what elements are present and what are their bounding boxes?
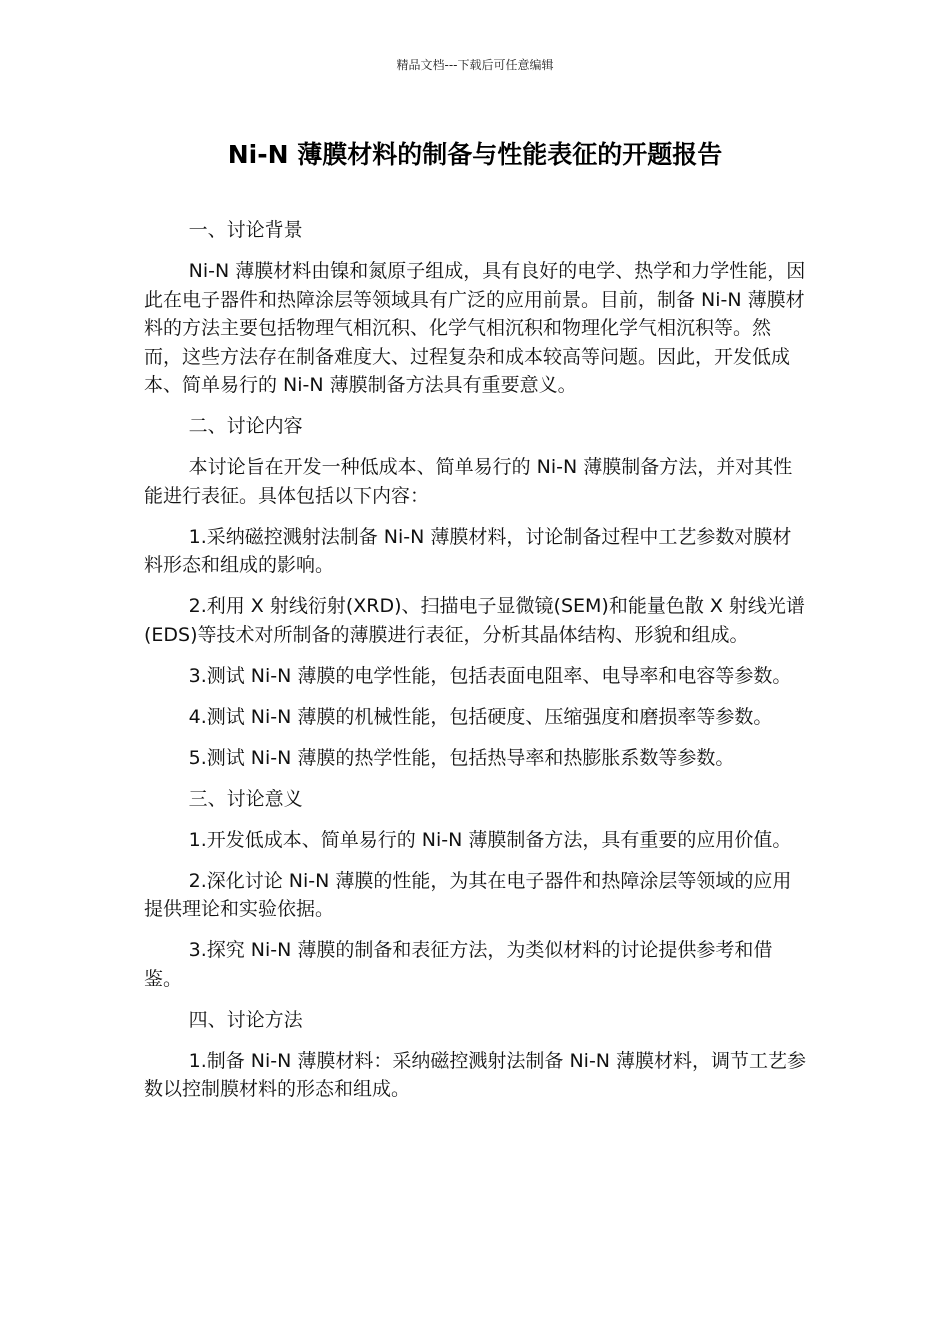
paragraph-content-item-3: 3.测试 Ni-N 薄膜的电学性能，包括表面电阻率、电导率和电容等参数。 — [188, 664, 792, 687]
paragraph-content-item-1: 1.采纳磁控溅射法制备 Ni-N 薄膜材料，讨论制备过程中工艺参数对膜材料形态和组成的影响。 — [144, 525, 792, 576]
section-heading-methods: 四、讨论方法 — [188, 1008, 303, 1031]
section-heading-significance: 三、讨论意义 — [188, 787, 303, 810]
paragraph-methods-item-1: 1.制备 Ni-N 薄膜材料：采纳磁控溅射法制备 Ni-N 薄膜材料，调节工艺参数以控制膜材料的形态和组成。 — [144, 1049, 807, 1100]
page-header-note: 精品文档---下载后可任意编辑 — [396, 58, 554, 72]
paragraph-content-item-4: 4.测试 Ni-N 薄膜的机械性能，包括硬度、压缩强度和磨损率等参数。 — [188, 705, 773, 728]
paragraph-content-item-5: 5.测试 Ni-N 薄膜的热学性能，包括热导率和热膨胀系数等参数。 — [188, 746, 735, 769]
paragraph-background: Ni-N 薄膜材料由镍和氮原子组成，具有良好的电学、热学和力学性能，因此在电子器件和热障涂层等领域具有广泛的应用前景。目前，制备 Ni-N 薄膜材料的方法主要包括物理气相沉积、化学气相沉积和物理化学气相沉积等。然而，这些方法存在制备难度大、过程复杂和成本较高等问题。因此，开发低成本、简单易行的 Ni-N 薄膜制备方法具有重要意义。 — [144, 260, 806, 396]
document-body — [144, 216, 808, 1116]
section-heading-background: 一、讨论背景 — [188, 219, 303, 241]
paragraph-significance-item-1: 1.开发低成本、简单易行的 Ni-N 薄膜制备方法，具有重要的应用价值。 — [188, 828, 792, 851]
paragraph-content-intro: 本讨论旨在开发一种低成本、简单易行的 Ni-N 薄膜制备方法，并对其性能进行表征。具体包括以下内容： — [144, 456, 793, 507]
paragraph-significance-item-3: 3.探究 Ni-N 薄膜的制备和表征方法，为类似材料的讨论提供参考和借鉴。 — [144, 939, 773, 990]
paragraph-significance-item-2: 2.深化讨论 Ni-N 薄膜的性能，为其在电子器件和热障涂层等领域的应用提供理论和实验依据。 — [144, 869, 792, 920]
paragraph-content-item-2: 2.利用 X 射线衍射(XRD)、扫描电子显微镜(SEM)和能量色散 X 射线光谱(EDS)等技术对所制备的薄膜进行表征，分析其晶体结构、形貌和组成。 — [144, 595, 805, 646]
document-title: Ni-N 薄膜材料的制备与性能表征的开题报告 — [227, 140, 723, 169]
section-heading-content: 二、讨论内容 — [188, 415, 303, 437]
